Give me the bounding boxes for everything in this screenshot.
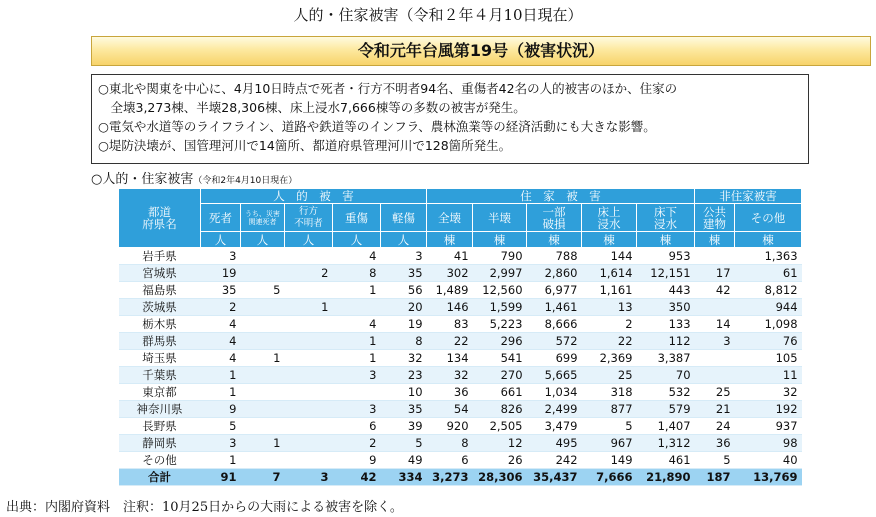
table-cell: 826 [473, 401, 527, 418]
col-dead: 死者 [201, 204, 241, 232]
pref-name: 東京都 [119, 384, 201, 401]
table-cell [695, 299, 735, 316]
table-cell: 1,312 [637, 435, 695, 452]
table-cell: 1 [241, 435, 285, 452]
table-cell: 5 [381, 435, 427, 452]
table-cell: 7 [241, 469, 285, 486]
pref-name: 合計 [119, 469, 201, 486]
table-cell: 1,461 [527, 299, 582, 316]
pref-name: 宮城県 [119, 265, 201, 282]
table-cell: 3,387 [637, 350, 695, 367]
table-cell: 790 [473, 248, 527, 265]
col-missing: 行方 不明者 [285, 204, 333, 232]
summary-line: ○堤防決壊が、国管理河川で14箇所、都道府県管理河川で128箇所発生。 [98, 138, 512, 153]
subheading-date: （令和2年4月10日現在） [193, 176, 298, 186]
table-cell: 572 [527, 333, 582, 350]
human-damage-header: 人 的 被 害 [201, 189, 427, 204]
table-cell: 699 [527, 350, 582, 367]
table-cell: 25 [695, 384, 735, 401]
table-cell: 98 [735, 435, 802, 452]
table-cell: 19 [201, 265, 241, 282]
table-cell [241, 367, 285, 384]
col-other: その他 [735, 204, 802, 232]
table-cell: 40 [735, 452, 802, 469]
table-cell: 6 [427, 452, 473, 469]
table-row [119, 401, 802, 418]
table-cell: 12,151 [637, 265, 695, 282]
table-cell: 28,306 [473, 469, 527, 486]
table-cell: 1 [201, 452, 241, 469]
table-cell: 4 [201, 333, 241, 350]
table-cell: 5 [695, 452, 735, 469]
table-cell: 1,407 [637, 418, 695, 435]
table-cell: 83 [427, 316, 473, 333]
table-cell: 495 [527, 435, 582, 452]
table-cell: 4 [333, 248, 381, 265]
table-cell: 1,098 [735, 316, 802, 333]
table-cell: 1,489 [427, 282, 473, 299]
pref-name: 群馬県 [119, 333, 201, 350]
table-cell: 105 [735, 350, 802, 367]
table-cell [241, 248, 285, 265]
table-cell: 41 [427, 248, 473, 265]
unit-building: 棟 [695, 232, 735, 248]
table-cell: 334 [381, 469, 427, 486]
summary-line: ○東北や関東を中心に、4月10日時点で死者・行方不明者94名、重傷者42名の人的被害のほか、住家の [98, 81, 678, 96]
col-below-floor: 床下 浸水 [637, 204, 695, 232]
table-cell: 187 [695, 469, 735, 486]
subheading-text: ○人的・住家被害 [91, 172, 194, 187]
table-cell: 22 [582, 333, 637, 350]
table-cell: 14 [695, 316, 735, 333]
table-cell [285, 367, 333, 384]
pref-name: 岩手県 [119, 248, 201, 265]
table-cell: 39 [381, 418, 427, 435]
damage-table [118, 188, 802, 486]
table-cell: 3 [381, 248, 427, 265]
table-cell: 70 [637, 367, 695, 384]
table-cell: 3 [285, 469, 333, 486]
table-cell: 49 [381, 452, 427, 469]
table-cell: 36 [695, 435, 735, 452]
table-cell: 3 [201, 248, 241, 265]
table-cell [241, 384, 285, 401]
table-cell: 2 [333, 435, 381, 452]
table-cell: 8 [427, 435, 473, 452]
unit-building: 棟 [427, 232, 473, 248]
pref-name: 神奈川県 [119, 401, 201, 418]
table-cell [241, 265, 285, 282]
table-cell: 32 [735, 384, 802, 401]
table-cell: 32 [427, 367, 473, 384]
page-title: 人的・住家被害（令和２年４月10日現在） [293, 6, 583, 24]
table-cell: 17 [695, 265, 735, 282]
table-cell: 242 [527, 452, 582, 469]
table-cell [333, 384, 381, 401]
table-cell: 6,977 [527, 282, 582, 299]
table-cell [241, 316, 285, 333]
table-cell [695, 367, 735, 384]
table-cell: 2,860 [527, 265, 582, 282]
table-cell: 8 [381, 333, 427, 350]
table-cell: 25 [582, 367, 637, 384]
table-cell: 1 [285, 299, 333, 316]
table-cell: 579 [637, 401, 695, 418]
table-cell: 953 [637, 248, 695, 265]
table-cell: 967 [582, 435, 637, 452]
table-cell: 54 [427, 401, 473, 418]
table-cell: 302 [427, 265, 473, 282]
table-cell: 3 [695, 333, 735, 350]
table-cell [285, 452, 333, 469]
table-cell: 42 [333, 469, 381, 486]
table-cell: 56 [381, 282, 427, 299]
table-row [119, 333, 802, 350]
source-footer: 出典：内閣府資料 注釈：10月25日からの大雨による被害を除く。 [6, 500, 403, 515]
table-cell: 8 [333, 265, 381, 282]
pref-name: 福島県 [119, 282, 201, 299]
col-above-floor: 床上 浸水 [582, 204, 637, 232]
table-row [119, 316, 802, 333]
table-cell: 3,479 [527, 418, 582, 435]
col-minor: 軽傷 [381, 204, 427, 232]
table-cell: 2 [285, 265, 333, 282]
table-cell: 5,665 [527, 367, 582, 384]
table-cell: 10 [381, 384, 427, 401]
table-row [119, 435, 802, 452]
table-cell: 23 [381, 367, 427, 384]
pref-name: 千葉県 [119, 367, 201, 384]
table-cell: 2,997 [473, 265, 527, 282]
table-cell: 1 [201, 384, 241, 401]
table-body [119, 248, 802, 486]
table-cell [241, 401, 285, 418]
unit-building: 棟 [637, 232, 695, 248]
table-cell: 21,890 [637, 469, 695, 486]
table-row [119, 418, 802, 435]
table-cell: 12 [473, 435, 527, 452]
table-cell: 2,369 [582, 350, 637, 367]
table-row [119, 452, 802, 469]
table-cell: 3 [333, 367, 381, 384]
table-cell: 5 [582, 418, 637, 435]
table-cell: 149 [582, 452, 637, 469]
table-cell: 1,599 [473, 299, 527, 316]
unit-building: 棟 [527, 232, 582, 248]
table-cell: 7,666 [582, 469, 637, 486]
nonhouse-damage-header: 非住家被害 [695, 189, 802, 204]
unit-building: 棟 [582, 232, 637, 248]
table-cell: 1,614 [582, 265, 637, 282]
table-cell: 8,666 [527, 316, 582, 333]
unit-person: 人 [381, 232, 427, 248]
table-cell: 192 [735, 401, 802, 418]
table-cell [695, 248, 735, 265]
table-cell: 24 [695, 418, 735, 435]
table-cell: 877 [582, 401, 637, 418]
col-half: 半壊 [473, 204, 527, 232]
table-cell: 2,499 [527, 401, 582, 418]
table-cell: 22 [427, 333, 473, 350]
table-cell [285, 418, 333, 435]
col-partial: 一部 破損 [527, 204, 582, 232]
pref-name: 茨城県 [119, 299, 201, 316]
table-cell: 11 [735, 367, 802, 384]
table-cell: 1 [201, 367, 241, 384]
table-row [119, 367, 802, 384]
table-cell: 21 [695, 401, 735, 418]
table-cell: 134 [427, 350, 473, 367]
table-cell: 13,769 [735, 469, 802, 486]
summary-box [91, 74, 809, 164]
table-subheading [91, 168, 297, 187]
table-cell: 3 [333, 401, 381, 418]
unit-person: 人 [333, 232, 381, 248]
col-public: 公共 建物 [695, 204, 735, 232]
table-cell: 26 [473, 452, 527, 469]
table-cell: 920 [427, 418, 473, 435]
pref-name: 静岡県 [119, 435, 201, 452]
table-cell: 350 [637, 299, 695, 316]
table-cell: 461 [637, 452, 695, 469]
table-cell: 1,034 [527, 384, 582, 401]
col-serious: 重傷 [333, 204, 381, 232]
table-cell [285, 350, 333, 367]
table-cell: 35,437 [527, 469, 582, 486]
banner-title: 令和元年台風第19号（被害状況） [91, 36, 871, 66]
table-cell: 1 [333, 282, 381, 299]
unit-building: 棟 [735, 232, 802, 248]
table-cell: 788 [527, 248, 582, 265]
table-cell [285, 435, 333, 452]
table-cell: 2 [201, 299, 241, 316]
table-cell [241, 418, 285, 435]
table-cell: 144 [582, 248, 637, 265]
table-cell: 532 [637, 384, 695, 401]
table-cell: 112 [637, 333, 695, 350]
table-cell: 296 [473, 333, 527, 350]
table-cell: 1 [333, 333, 381, 350]
table-cell: 3,273 [427, 469, 473, 486]
unit-person: 人 [241, 232, 285, 248]
table-cell: 8,812 [735, 282, 802, 299]
table-row [119, 384, 802, 401]
table-cell [285, 401, 333, 418]
table-row [119, 248, 802, 265]
table-cell: 1 [241, 350, 285, 367]
table-cell: 937 [735, 418, 802, 435]
pref-name: 長野県 [119, 418, 201, 435]
table-cell: 32 [381, 350, 427, 367]
table-cell: 5 [201, 418, 241, 435]
table-cell [285, 384, 333, 401]
unit-building: 棟 [473, 232, 527, 248]
table-cell: 1,161 [582, 282, 637, 299]
col-full: 全壊 [427, 204, 473, 232]
pref-header: 都道 府県名 [119, 189, 201, 248]
table-cell: 318 [582, 384, 637, 401]
table-cell: 4 [201, 350, 241, 367]
table-cell: 35 [381, 401, 427, 418]
total-row [119, 469, 802, 486]
table-cell: 146 [427, 299, 473, 316]
table-cell: 1,363 [735, 248, 802, 265]
table-cell [241, 333, 285, 350]
table-cell [285, 333, 333, 350]
table-cell [285, 248, 333, 265]
table-cell: 76 [735, 333, 802, 350]
summary-line: ○電気や水道等のライフライン、道路や鉄道等のインフラ、農林漁業等の経済活動にも大きな影響。 [98, 119, 656, 134]
table-cell: 270 [473, 367, 527, 384]
table-cell: 19 [381, 316, 427, 333]
table-cell: 13 [582, 299, 637, 316]
table-cell: 5,223 [473, 316, 527, 333]
table-cell: 35 [381, 265, 427, 282]
table-cell: 2 [582, 316, 637, 333]
table-cell [695, 350, 735, 367]
table-cell: 2,505 [473, 418, 527, 435]
table-cell [285, 282, 333, 299]
table-cell: 3 [201, 435, 241, 452]
table-cell: 944 [735, 299, 802, 316]
table-cell: 443 [637, 282, 695, 299]
unit-person: 人 [201, 232, 241, 248]
table-cell: 5 [241, 282, 285, 299]
table-cell: 4 [333, 316, 381, 333]
house-damage-header: 住 家 被 害 [427, 189, 695, 204]
table-cell: 9 [201, 401, 241, 418]
table-row [119, 265, 802, 282]
table-row [119, 299, 802, 316]
table-cell: 1 [333, 350, 381, 367]
pref-name: 埼玉県 [119, 350, 201, 367]
table-cell: 61 [735, 265, 802, 282]
table-cell [241, 299, 285, 316]
pref-name: 栃木県 [119, 316, 201, 333]
table-cell: 12,560 [473, 282, 527, 299]
unit-person: 人 [285, 232, 333, 248]
table-cell: 6 [333, 418, 381, 435]
pref-name: その他 [119, 452, 201, 469]
table-cell: 91 [201, 469, 241, 486]
table-row [119, 282, 802, 299]
table-row [119, 350, 802, 367]
table-cell: 133 [637, 316, 695, 333]
col-disaster-dead: うち、災害 関連死者 [241, 204, 285, 232]
table-cell [285, 316, 333, 333]
table-cell [333, 299, 381, 316]
table-cell: 541 [473, 350, 527, 367]
summary-line: 全壊3,273棟、半壊28,306棟、床上浸水7,666棟等の多数の被害が発生。 [98, 100, 526, 115]
table-cell: 36 [427, 384, 473, 401]
table-cell: 20 [381, 299, 427, 316]
table-cell: 661 [473, 384, 527, 401]
table-cell: 35 [201, 282, 241, 299]
table-cell: 4 [201, 316, 241, 333]
table-cell [241, 452, 285, 469]
table-cell: 9 [333, 452, 381, 469]
table-cell: 42 [695, 282, 735, 299]
